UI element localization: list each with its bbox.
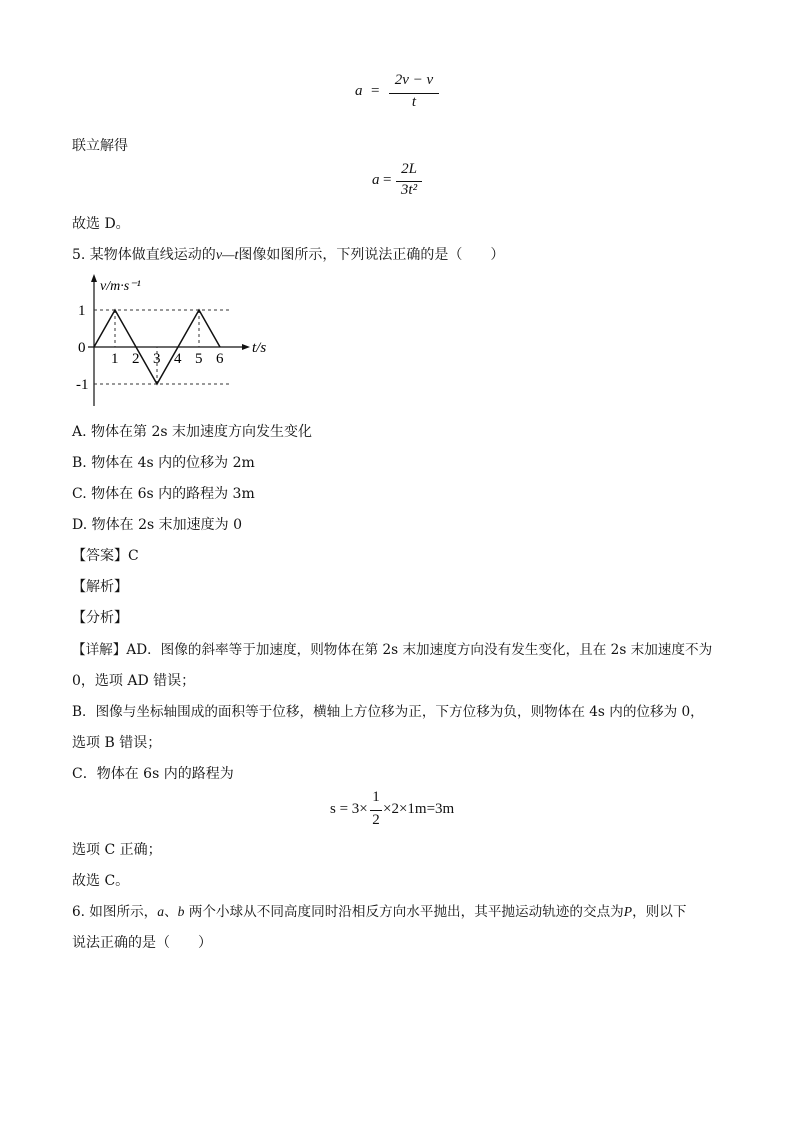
velocity-time-graph [76, 268, 284, 412]
x-axis-arrow [242, 344, 250, 350]
x-tick-label-5: 5 [195, 351, 203, 367]
y-tick-label-0: 0 [78, 340, 86, 356]
formula-lhs: a [372, 172, 380, 188]
y-axis-arrow [91, 274, 97, 282]
option-a: A. 物体在第 2s 末加速度方向发生变化 [72, 424, 313, 440]
fraction-bar [370, 810, 382, 811]
q6-var-b: b [177, 904, 185, 919]
graph-data-layer [76, 303, 230, 393]
question-5-stem-start: 5. 某物体做直线运动的 [72, 247, 216, 263]
x-tick-label-2: 2 [132, 351, 140, 367]
analysis-heading: 【解析】 [72, 579, 128, 595]
option-d: D. 物体在 2s 末加速度为 0 [72, 517, 242, 533]
q6-var-a: a [157, 904, 165, 919]
formula-right: ×2×1m=3m [383, 801, 455, 817]
x-tick-label-4: 4 [174, 351, 182, 367]
q6-text-1: 6. 如图所示， [72, 904, 158, 920]
option-c: C. 物体在 6s 内的路程为 3m [72, 486, 255, 502]
y-tick-label--1: -1 [76, 377, 89, 393]
formula-distance [330, 788, 490, 834]
formula-acceleration-2 [372, 160, 432, 204]
x-tick-label-6: 6 [216, 351, 224, 367]
formula-equals: = [371, 83, 380, 99]
detail-line-6: 选项 C 正确； [72, 842, 162, 858]
detail-line-2: 0，选项 AD 错误； [72, 673, 196, 689]
formula-numerator: 2L [401, 161, 417, 177]
y-tick-label-1: 1 [78, 303, 86, 319]
detail-line-5: C．物体在 6s 内的路程为 [72, 766, 234, 782]
formula-acceleration-1 [355, 74, 445, 114]
fenxi-heading: 【分析】 [72, 610, 128, 626]
question-6-line-1 [72, 902, 686, 922]
x-axis-label: t/s [252, 340, 267, 356]
formula-denominator: 2 [372, 812, 380, 828]
q6-text-2: 两个小球从不同高度同时沿相反方向水平抛出，其平抛运动轨迹的交点为 [184, 904, 624, 920]
detail-line-3: B．图像与坐标轴围成的面积等于位移，横轴上方位移为正，下方位移为负，则物体在 4s 内的位移为 0， [72, 704, 704, 720]
y-axis-label: v/m·s⁻¹ [100, 279, 141, 294]
q6-text-3: ，则以下 [632, 904, 687, 920]
question-5-stem-rest: 图像如图所示，下列说法正确的是（ ） [238, 247, 505, 263]
text-choose-d: 故选 D。 [72, 216, 130, 232]
question-5-stem [72, 245, 504, 266]
detail-line-1: 【详解】AD．图像的斜率等于加速度，则物体在第 2s 末加速度方向没有发生变化，且在 2s 末加速度不为 [72, 642, 713, 658]
detail-line-4: 选项 B 错误； [72, 735, 162, 751]
formula-numerator: 1 [372, 789, 380, 805]
option-b: B. 物体在 4s 内的位移为 2m [72, 455, 255, 471]
formula-lhs: a [355, 83, 363, 99]
question-6-line-2: 说法正确的是（ ） [72, 935, 212, 951]
text-lianli: 联立解得 [72, 138, 128, 154]
q6-var-p: P [623, 904, 633, 919]
formula-left: s = 3× [330, 801, 368, 817]
answer-label: 【答案】C [72, 548, 139, 564]
question-5-stem-var: v—t [215, 248, 239, 263]
formula-denominator: 3t² [400, 182, 418, 198]
x-tick-label-3: 3 [153, 351, 161, 367]
formula-numerator: 2v − v [394, 72, 434, 88]
q6-sep: 、 [164, 904, 178, 920]
formula-equals: = [383, 172, 392, 188]
formula-denominator: t [411, 94, 417, 110]
x-tick-label-1: 1 [111, 351, 119, 367]
detail-line-7: 故选 C。 [72, 873, 130, 889]
